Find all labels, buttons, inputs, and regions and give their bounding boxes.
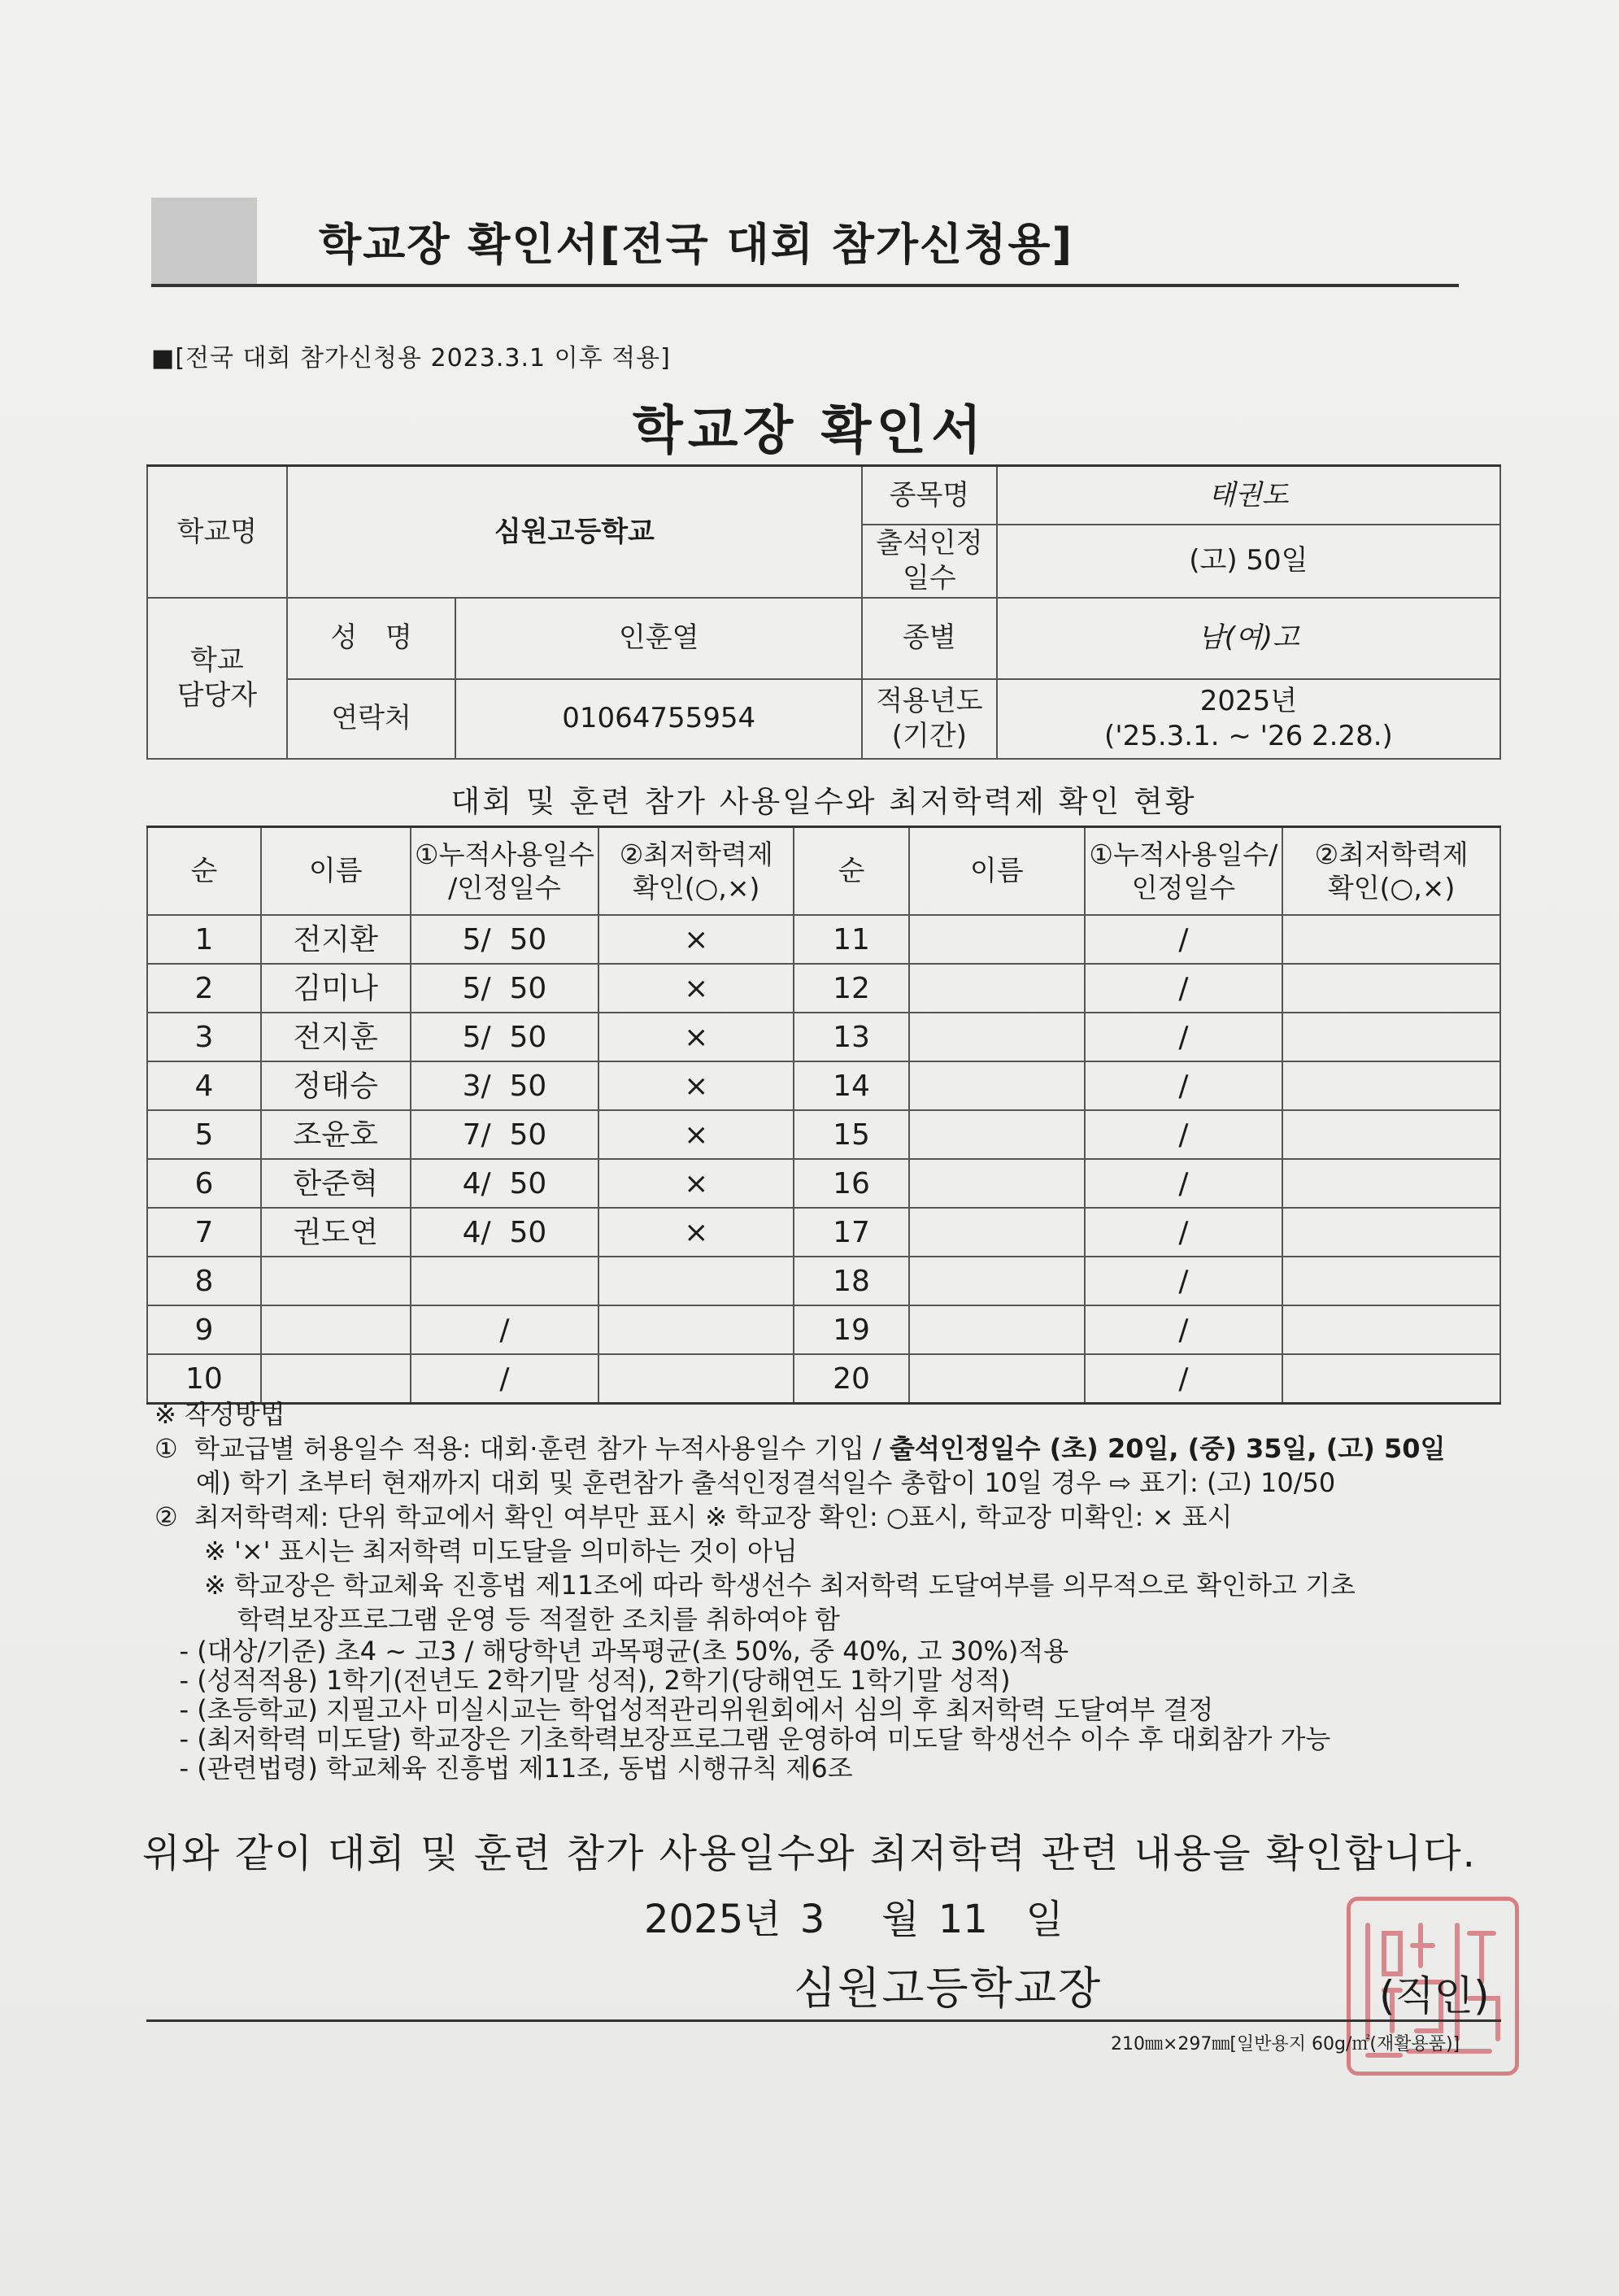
roster-row xyxy=(147,915,1500,964)
header-no-right: 순 xyxy=(794,827,909,916)
row-days: 4/ 50 xyxy=(411,1208,599,1257)
row-min-check xyxy=(1282,1305,1500,1354)
row-days: / xyxy=(1085,915,1283,964)
header-no-left: 순 xyxy=(147,827,261,916)
header-title: 학교장 확인서[전국 대회 참가신청용] xyxy=(319,219,1074,270)
row-name xyxy=(909,1159,1085,1208)
row-days: / xyxy=(411,1354,599,1404)
row-min-check: × xyxy=(598,964,794,1013)
row-min-check xyxy=(598,1305,794,1354)
school-label: 학교명 xyxy=(147,466,287,598)
row-no: 5 xyxy=(147,1110,261,1159)
row-name xyxy=(909,1305,1085,1354)
row-min-check xyxy=(1282,915,1500,964)
row-name xyxy=(909,1110,1085,1159)
row-days: / xyxy=(411,1305,599,1354)
roster-row xyxy=(147,1208,1500,1257)
note-2-a: ※ '×' 표시는 최저학력 미도달을 의미하는 것이 아님 xyxy=(155,1536,798,1566)
row-days: / xyxy=(1085,1110,1283,1159)
row-days: / xyxy=(1085,1305,1283,1354)
row-no: 9 xyxy=(147,1305,261,1354)
roster-table xyxy=(146,826,1501,1405)
row-days: 7/ 50 xyxy=(411,1110,599,1159)
name-label: 성 명 xyxy=(287,598,456,679)
roster-row xyxy=(147,1257,1500,1305)
detail-5: - (관련법령) 학교체육 진흥법 제11조, 동법 시행규칙 제6조 xyxy=(155,1753,853,1784)
row-name: 조윤호 xyxy=(261,1110,411,1159)
detail-2: - (성적적용) 1학기(전년도 2학기말 성적), 2학기(당해연도 1학기말 성적) xyxy=(155,1665,1011,1696)
row-no: 6 xyxy=(147,1159,261,1208)
row-min-check: × xyxy=(598,915,794,964)
attendance-label: 출석인정 일수 xyxy=(862,525,997,598)
roster-row xyxy=(147,1110,1500,1159)
row-no: 16 xyxy=(794,1159,909,1208)
row-min-check: × xyxy=(598,1061,794,1110)
row-name xyxy=(909,1013,1085,1061)
header-days-right: ①누적사용일수/ 인정일수 xyxy=(1085,827,1283,916)
row-days: / xyxy=(1085,1159,1283,1208)
row-days: 5/ 50 xyxy=(411,915,599,964)
row-no: 8 xyxy=(147,1257,261,1305)
row-min-check xyxy=(1282,964,1500,1013)
school-info-table xyxy=(146,464,1501,760)
row-days: 4/ 50 xyxy=(411,1159,599,1208)
row-name xyxy=(909,915,1085,964)
year-cell xyxy=(997,679,1500,759)
row-no: 20 xyxy=(794,1354,909,1404)
roster-row xyxy=(147,964,1500,1013)
row-no: 15 xyxy=(794,1110,909,1159)
row-no: 11 xyxy=(794,915,909,964)
row-days: / xyxy=(1085,1013,1283,1061)
row-min-check xyxy=(1282,1013,1500,1061)
row-no: 19 xyxy=(794,1305,909,1354)
manager-name: 인훈열 xyxy=(455,598,862,679)
roster-row xyxy=(147,1159,1500,1208)
note-2: ② 최저학력제: 단위 학교에서 확인 여부만 표시 ※ 학교장 확인: ○표시, 학교장 미확인: × 표시 xyxy=(155,1501,1233,1532)
row-no: 3 xyxy=(147,1013,261,1061)
school-name: 심원고등학교 xyxy=(287,466,862,598)
principal-title: 심원고등학교장 xyxy=(794,1963,1103,2014)
row-no: 4 xyxy=(147,1061,261,1110)
row-min-check: × xyxy=(598,1208,794,1257)
row-no: 14 xyxy=(794,1061,909,1110)
gender-value: 남(여)고 xyxy=(997,598,1500,679)
attendance-value: (고) 50일 xyxy=(997,525,1500,598)
row-name: 김미나 xyxy=(261,964,411,1013)
row-no: 12 xyxy=(794,964,909,1013)
manager-label: 학교 담당자 xyxy=(147,598,287,759)
row-name xyxy=(909,964,1085,1013)
note-1: ① 학교급별 허용일수 적용: 대회·훈련 참가 누적사용일수 기입 / 출석인정일수 (초) 20일, (중) 35일, (고) 50일 xyxy=(155,1433,1446,1464)
row-min-check: × xyxy=(598,1013,794,1061)
row-no: 7 xyxy=(147,1208,261,1257)
detail-1: - (대상/기준) 초4 ~ 고3 / 해당학년 과목평균(초 50%, 중 40%, 고 30%)적용 xyxy=(155,1636,1069,1666)
detail-3: - (초등학교) 지필고사 미실시교는 학업성적관리위원회에서 심의 후 최저학력 도달여부 결정 xyxy=(155,1694,1214,1725)
roster-section-title: 대회 및 훈련 참가 사용일수와 최저학력제 확인 현황 xyxy=(450,784,1197,819)
row-no: 17 xyxy=(794,1208,909,1257)
row-name xyxy=(909,1061,1085,1110)
roster-row xyxy=(147,1061,1500,1110)
header-days-left: ①누적사용일수 /인정일수 xyxy=(411,827,599,916)
row-no: 2 xyxy=(147,964,261,1013)
sport-label: 종목명 xyxy=(862,466,997,525)
form-title: 학교장 확인서 xyxy=(632,401,987,461)
roster-row xyxy=(147,1305,1500,1354)
row-min-check xyxy=(598,1354,794,1404)
row-name: 전지훈 xyxy=(261,1013,411,1061)
row-name xyxy=(261,1305,411,1354)
year-label: 적용년도 (기간) xyxy=(862,679,997,759)
instructions xyxy=(155,1397,1496,1783)
row-name xyxy=(909,1257,1085,1305)
row-days: 5/ 50 xyxy=(411,1013,599,1061)
row-name xyxy=(909,1208,1085,1257)
row-min-check xyxy=(1282,1208,1500,1257)
row-days: 3/ 50 xyxy=(411,1061,599,1110)
row-days: / xyxy=(1085,1208,1283,1257)
row-min-check xyxy=(1282,1061,1500,1110)
row-no: 13 xyxy=(794,1013,909,1061)
period-value: ('25.3.1. ~ '26 2.28.) xyxy=(1103,719,1393,752)
paper-spec: 210㎜×297㎜[일반용지 60g/㎡(재활용품)] xyxy=(1111,2034,1460,2054)
roster-row xyxy=(147,1354,1500,1404)
note-1-example: 예) 학기 초부터 현재까지 대회 및 훈련참가 출석인정결석일수 총합이 10일 경우 ⇨ 표기: (고) 10/50 xyxy=(155,1467,1336,1498)
header-min-left: ②최저학력제 확인(○,×) xyxy=(598,827,794,916)
note-2-b: ※ 학교장은 학교체육 진흥법 제11조에 따라 학생선수 최저학력 도달여부를 의무적으로 확인하고 기초 xyxy=(155,1570,1356,1601)
confirmation-statement: 위와 같이 대회 및 훈련 참가 사용일수와 최저학력 관련 내용을 확인합니다. xyxy=(142,1831,1477,1876)
row-no: 10 xyxy=(147,1354,261,1404)
header-min-right: ②최저학력제 확인(○,×) xyxy=(1282,827,1500,916)
row-no: 18 xyxy=(794,1257,909,1305)
header-name-right: 이름 xyxy=(909,827,1085,916)
year-value: 2025년 xyxy=(1199,685,1298,717)
row-name: 전지환 xyxy=(261,915,411,964)
row-name xyxy=(909,1354,1085,1404)
row-days: / xyxy=(1085,1257,1283,1305)
row-min-check xyxy=(1282,1159,1500,1208)
note-1-emphasis: 출석인정일수 (초) 20일, (중) 35일, (고) 50일 xyxy=(890,1433,1446,1464)
row-min-check xyxy=(1282,1110,1500,1159)
row-no: 1 xyxy=(147,915,261,964)
row-days: 5/ 50 xyxy=(411,964,599,1013)
row-days xyxy=(411,1257,599,1305)
gender-label: 종별 xyxy=(862,598,997,679)
detail-4: - (최저학력 미도달) 학교장은 기초학력보장프로그램 운영하여 미도달 학생선수 이수 후 대회참가 가능 xyxy=(155,1723,1331,1754)
instructions-heading: ※ 작성방법 xyxy=(155,1399,285,1430)
row-days: / xyxy=(1085,964,1283,1013)
header-rule xyxy=(151,284,1459,287)
header-gray-block xyxy=(151,198,257,284)
contact-value: 01064755954 xyxy=(455,679,862,759)
seal-label: (직인) xyxy=(1379,1972,1490,2019)
row-name: 권도연 xyxy=(261,1208,411,1257)
row-name: 한준혁 xyxy=(261,1159,411,1208)
row-min-check xyxy=(1282,1257,1500,1305)
row-min-check: × xyxy=(598,1159,794,1208)
issue-date: 2025년 3 월 11 일 xyxy=(644,1897,1064,1942)
row-min-check: × xyxy=(598,1110,794,1159)
roster-row xyxy=(147,1013,1500,1061)
row-days: / xyxy=(1085,1061,1283,1110)
header-name-left: 이름 xyxy=(261,827,411,916)
row-name: 정태승 xyxy=(261,1061,411,1110)
row-min-check xyxy=(598,1257,794,1305)
row-name xyxy=(261,1257,411,1305)
contact-label: 연락처 xyxy=(287,679,456,759)
application-note: ■[전국 대회 참가신청용 2023.3.1 이후 적용] xyxy=(151,344,671,373)
row-min-check xyxy=(1282,1354,1500,1404)
note-2-c: 학력보장프로그램 운영 등 적절한 조치를 취하여야 함 xyxy=(155,1604,840,1635)
bottom-rule xyxy=(146,2019,1501,2022)
row-days: / xyxy=(1085,1354,1283,1404)
sport-value: 태권도 xyxy=(997,466,1500,525)
row-name xyxy=(261,1354,411,1404)
